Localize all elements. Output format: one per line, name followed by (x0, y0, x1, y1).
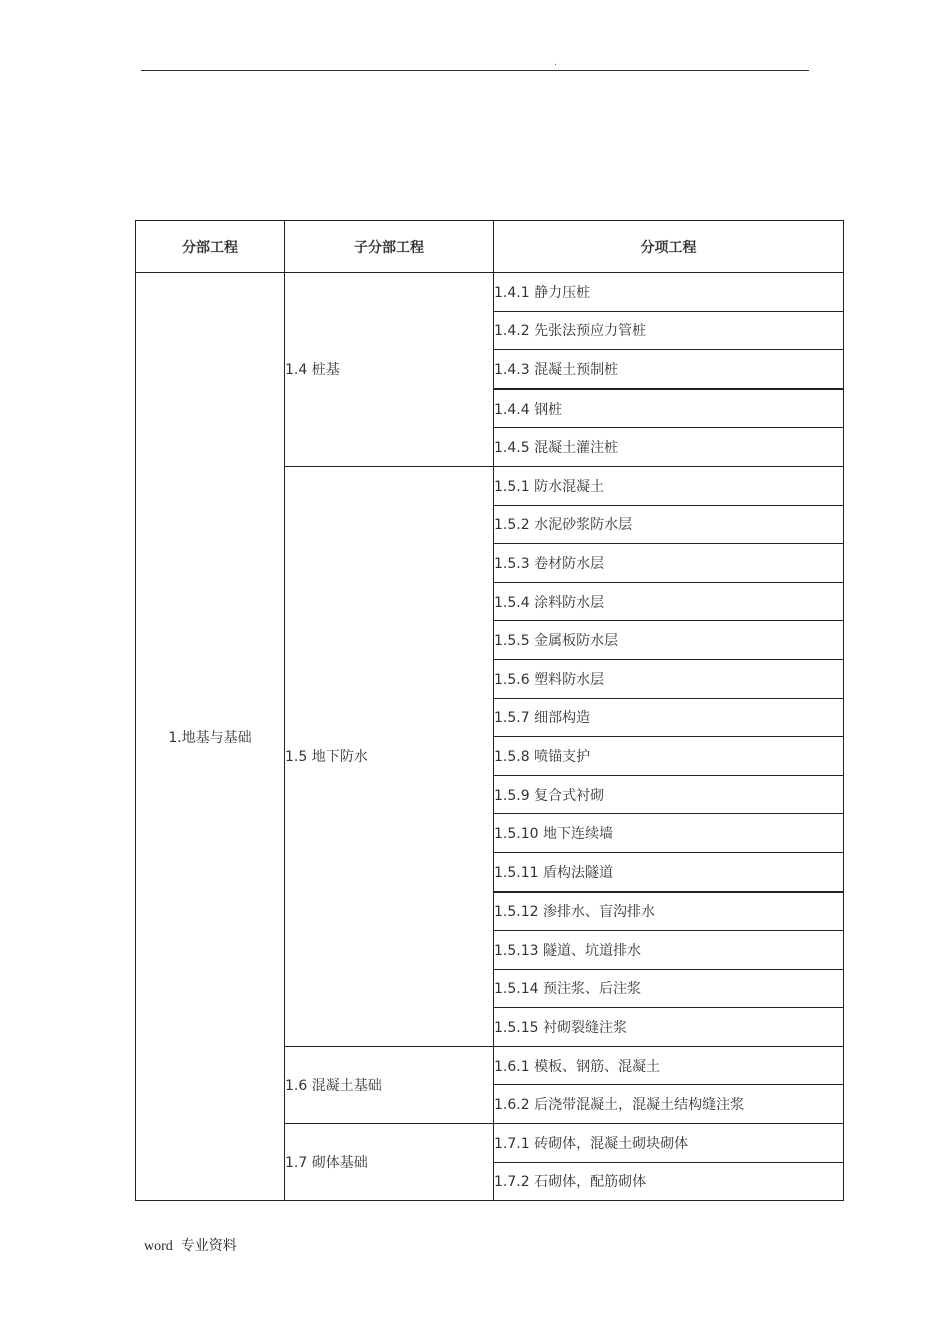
subitem-cell: 1.5.3 卷材防水层 (494, 544, 844, 583)
subitem-cell: 1.4.2 先张法预应力管桩 (494, 311, 844, 350)
header-rule (141, 70, 809, 71)
table-row (136, 273, 844, 312)
footer-word: word (144, 1239, 173, 1254)
footer (144, 1235, 245, 1255)
header-subdivision: 子分部工程 (285, 221, 494, 273)
table-header-row (136, 221, 844, 273)
subitem-cell: 1.4.1 静力压桩 (494, 273, 844, 312)
subitem-cell: 1.5.12 渗排水、盲沟排水 (494, 892, 844, 931)
footer-text: 专业资料 (180, 1239, 237, 1254)
subdivision-cell: 1.5 地下防水 (285, 466, 494, 1046)
header-division: 分部工程 (136, 221, 285, 273)
subitem-cell: 1.5.1 防水混凝土 (494, 466, 844, 505)
subitem-cell: 1.6.1 模板、钢筋、混凝土 (494, 1046, 844, 1085)
subitem-cell: 1.5.5 金属板防水层 (494, 621, 844, 660)
header-dot: . (554, 58, 557, 68)
subitem-cell: 1.7.1 砖砌体，混凝土砌块砌体 (494, 1124, 844, 1163)
subitem-cell: 1.5.4 涂料防水层 (494, 582, 844, 621)
subitem-cell: 1.5.13 隧道、坑道排水 (494, 931, 844, 970)
subitem-cell: 1.7.2 石砌体，配筋砌体 (494, 1162, 844, 1201)
subitem-cell: 1.5.8 喷锚支护 (494, 737, 844, 776)
subitem-cell: 1.5.9 复合式衬砌 (494, 775, 844, 814)
header-subitem: 分项工程 (494, 221, 844, 273)
subitem-cell: 1.4.4 钢桩 (494, 389, 844, 428)
subdivision-cell: 1.4 桩基 (285, 273, 494, 467)
subitem-cell: 1.5.2 水泥砂浆防水层 (494, 505, 844, 544)
engineering-division-table (135, 220, 844, 1201)
subitem-cell: 1.5.7 细部构造 (494, 698, 844, 737)
subdivision-cell: 1.6 混凝土基础 (285, 1046, 494, 1123)
subdivision-cell: 1.7 砌体基础 (285, 1124, 494, 1201)
subitem-cell: 1.5.14 预注浆、后注浆 (494, 969, 844, 1008)
subitem-cell: 1.5.6 塑料防水层 (494, 659, 844, 698)
subitem-cell: 1.6.2 后浇带混凝土，混凝土结构缝注浆 (494, 1085, 844, 1124)
subitem-cell: 1.4.3 混凝土预制桩 (494, 350, 844, 389)
subitem-cell: 1.5.15 衬砌裂缝注浆 (494, 1008, 844, 1047)
subitem-cell: 1.5.10 地下连续墙 (494, 814, 844, 853)
division-cell: 1.地基与基础 (136, 273, 285, 1201)
subitem-cell: 1.4.5 混凝土灌注桩 (494, 428, 844, 467)
subitem-cell: 1.5.11 盾构法隧道 (494, 852, 844, 891)
